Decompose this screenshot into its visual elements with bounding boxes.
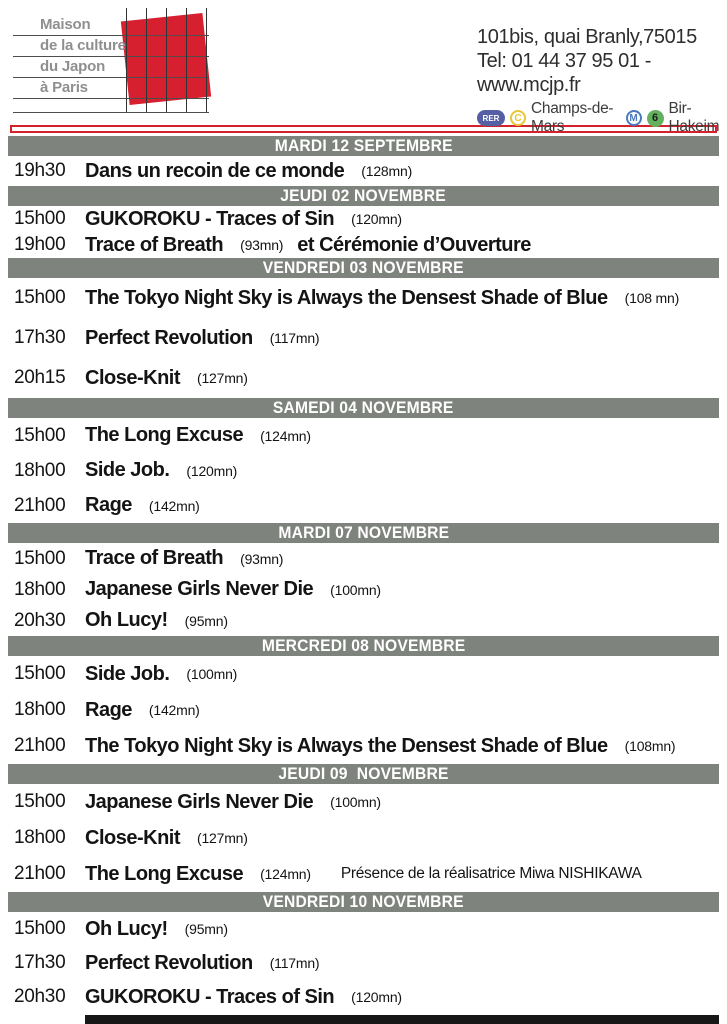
logo-grid-line	[126, 8, 127, 112]
screening-row	[0, 820, 727, 856]
screening-row	[0, 946, 727, 980]
screening-time: 21h00	[14, 494, 66, 516]
screening-time: 18h00	[14, 699, 66, 720]
logo-text-line: du Japon	[40, 58, 106, 75]
screening-time: 20h30	[14, 986, 66, 1007]
screening-title: Japanese Girls Never Die	[85, 578, 314, 600]
screening-title: Close-Knit	[85, 366, 180, 389]
metro-icon: M	[626, 110, 642, 126]
screening-title: Dans un recoin de ce monde	[85, 159, 345, 182]
screening-row	[0, 278, 727, 318]
screening-time: 19h00	[14, 234, 66, 255]
logo-grid-line	[13, 98, 209, 99]
day-header-bar	[8, 186, 719, 206]
rer-icon: RER	[477, 110, 505, 126]
address-line: 101bis, quai Branly,75015	[477, 26, 697, 48]
screening-duration: (108mn)	[624, 738, 676, 754]
screening-duration: (93mn)	[240, 237, 284, 253]
screening-title: Japanese Girls Never Die	[85, 790, 314, 813]
screening-time: 18h00	[14, 827, 66, 848]
day-section	[0, 523, 727, 636]
screening-duration: (124mn)	[260, 866, 311, 882]
screening-time: 18h00	[14, 578, 66, 600]
screening-title: GUKOROKU - Traces of Sin	[85, 985, 335, 1008]
day-header-bar	[8, 258, 719, 278]
logo-text-line: de la culture	[40, 37, 126, 54]
logo-text-line: Maison	[40, 16, 91, 33]
screening-time: 15h00	[14, 791, 66, 812]
screening-schedule	[0, 136, 727, 1014]
screening-duration: (120mn)	[351, 989, 402, 1005]
day-header-label: JEUDI 09 NOVEMBRE	[278, 764, 449, 783]
screening-duration: (117mn)	[269, 955, 320, 971]
screening-title: The Long Excuse	[85, 862, 244, 885]
screening-time: 20h15	[14, 367, 66, 388]
screening-duration: (93mn)	[240, 550, 284, 567]
screening-time: 21h00	[14, 735, 66, 756]
page-header	[0, 0, 727, 136]
day-header-label: MARDI 07 NOVEMBRE	[278, 523, 449, 542]
screening-row	[0, 543, 727, 574]
day-header-label: VENDREDI 10 NOVEMBRE	[263, 892, 464, 911]
day-section	[0, 636, 727, 764]
screening-title: Close-Knit	[85, 826, 180, 849]
screening-row	[0, 488, 727, 523]
day-header-label: VENDREDI 03 NOVEMBRE	[263, 258, 464, 277]
day-header-label: MERCREDI 08 NOVEMBRE	[261, 636, 466, 655]
day-header-bar	[8, 764, 719, 784]
logo-text	[40, 14, 126, 98]
screening-row	[0, 728, 727, 764]
logo-grid-line	[166, 8, 167, 112]
day-header-label: SAMEDI 04 NOVEMBRE	[273, 398, 454, 417]
screening-duration: (124mn)	[260, 427, 311, 444]
screening-duration: (127mn)	[197, 370, 248, 386]
screening-time: 15h00	[14, 547, 66, 569]
screening-title: Trace of Breath	[85, 547, 224, 569]
station-champs-de-mars: Champs-de-Mars	[531, 100, 614, 135]
logo-text-line: à Paris	[40, 79, 88, 96]
screening-row	[0, 980, 727, 1014]
screening-row	[0, 418, 727, 453]
day-section	[0, 258, 727, 398]
tel-web-line: Tel: 01 44 37 95 01 - www.mcjp.fr	[477, 50, 651, 96]
screening-row	[0, 692, 727, 728]
screening-duration: (95mn)	[184, 612, 228, 629]
screening-row	[0, 574, 727, 605]
screening-duration: (108 mn)	[624, 290, 680, 306]
day-header-bar	[8, 398, 719, 418]
screening-time: 20h30	[14, 609, 66, 631]
screening-time: 18h00	[14, 459, 66, 481]
mcjp-logo	[13, 8, 209, 112]
screening-title: Rage	[85, 494, 132, 516]
screening-title: Perfect Revolution	[85, 951, 253, 974]
screening-duration: (100mn)	[330, 794, 381, 810]
screening-title: The Tokyo Night Sky is Always the Densest Shade of Blue	[85, 286, 608, 309]
bottom-cutoff-bar	[85, 1015, 719, 1024]
station-bir-hakeim: Bir-Hakeim	[668, 100, 720, 135]
screening-title: Side Job.	[85, 459, 170, 481]
screening-row	[0, 232, 727, 258]
screening-row	[0, 358, 727, 398]
screening-duration: (128mn)	[361, 163, 413, 179]
screening-time: 17h30	[14, 952, 66, 973]
day-header-label: MARDI 12 SEPTEMBRE	[274, 136, 453, 155]
screening-time: 15h00	[14, 287, 66, 308]
screening-time: 19h30	[14, 160, 66, 181]
screening-duration: (120mn)	[186, 462, 238, 479]
screening-title: GUKOROKU - Traces of Sin	[85, 207, 335, 230]
screening-time: 15h00	[14, 424, 66, 446]
screening-duration: (100mn)	[186, 666, 238, 682]
screening-row	[0, 318, 727, 358]
day-section	[0, 764, 727, 892]
screening-time: 17h30	[14, 327, 66, 348]
rer-line-c-icon: C	[510, 110, 526, 126]
screening-row	[0, 605, 727, 636]
screening-title: Oh Lucy!	[85, 609, 168, 631]
screening-row	[0, 656, 727, 692]
logo-grid-line	[146, 8, 147, 112]
screening-title: Trace of Breath	[85, 233, 224, 256]
screening-row	[0, 912, 727, 946]
logo-grid-line	[13, 112, 209, 113]
day-header-bar	[8, 523, 719, 543]
screening-row	[0, 453, 727, 488]
screening-row	[0, 206, 727, 232]
screening-title: The Long Excuse	[85, 424, 244, 446]
day-header-bar	[8, 892, 719, 912]
screening-row	[0, 784, 727, 820]
screening-title: Oh Lucy!	[85, 917, 168, 940]
screening-time: 15h00	[14, 918, 66, 939]
day-section	[0, 136, 727, 186]
screening-duration: (127mn)	[197, 830, 248, 846]
screening-title: Perfect Revolution	[85, 326, 253, 349]
screening-title: Rage	[85, 698, 132, 721]
screening-time: 15h00	[14, 663, 66, 684]
screening-row	[0, 856, 727, 892]
screening-duration: (142mn)	[148, 497, 200, 514]
day-header-bar	[8, 136, 719, 156]
screening-row	[0, 156, 727, 186]
logo-grid-line	[186, 8, 187, 112]
screening-duration: (117mn)	[269, 330, 320, 346]
day-header-label: JEUDI 02 NOVEMBRE	[280, 186, 447, 205]
screening-duration: (142mn)	[148, 702, 200, 718]
screening-time: 21h00	[14, 863, 66, 884]
day-header-bar	[8, 636, 719, 656]
screening-title: The Tokyo Night Sky is Always the Densest Shade of Blue	[85, 734, 608, 757]
metro-line-6-icon: 6	[647, 110, 664, 127]
screening-duration: (95mn)	[184, 921, 228, 937]
screening-title: Side Job.	[85, 662, 170, 685]
day-section	[0, 398, 727, 523]
screening-duration: (120mn)	[351, 211, 402, 227]
screening-extra-note: et Cérémonie d’Ouverture	[297, 233, 531, 256]
logo-grid-line	[206, 8, 207, 112]
day-section	[0, 892, 727, 1014]
transit-line	[477, 100, 727, 136]
day-section	[0, 186, 727, 258]
contact-block	[477, 25, 727, 136]
screening-duration: (100mn)	[330, 581, 381, 598]
screening-time: 15h00	[14, 208, 66, 229]
screening-extra-note: Présence de la réalisatrice Miwa NISHIKAWA	[340, 865, 642, 882]
